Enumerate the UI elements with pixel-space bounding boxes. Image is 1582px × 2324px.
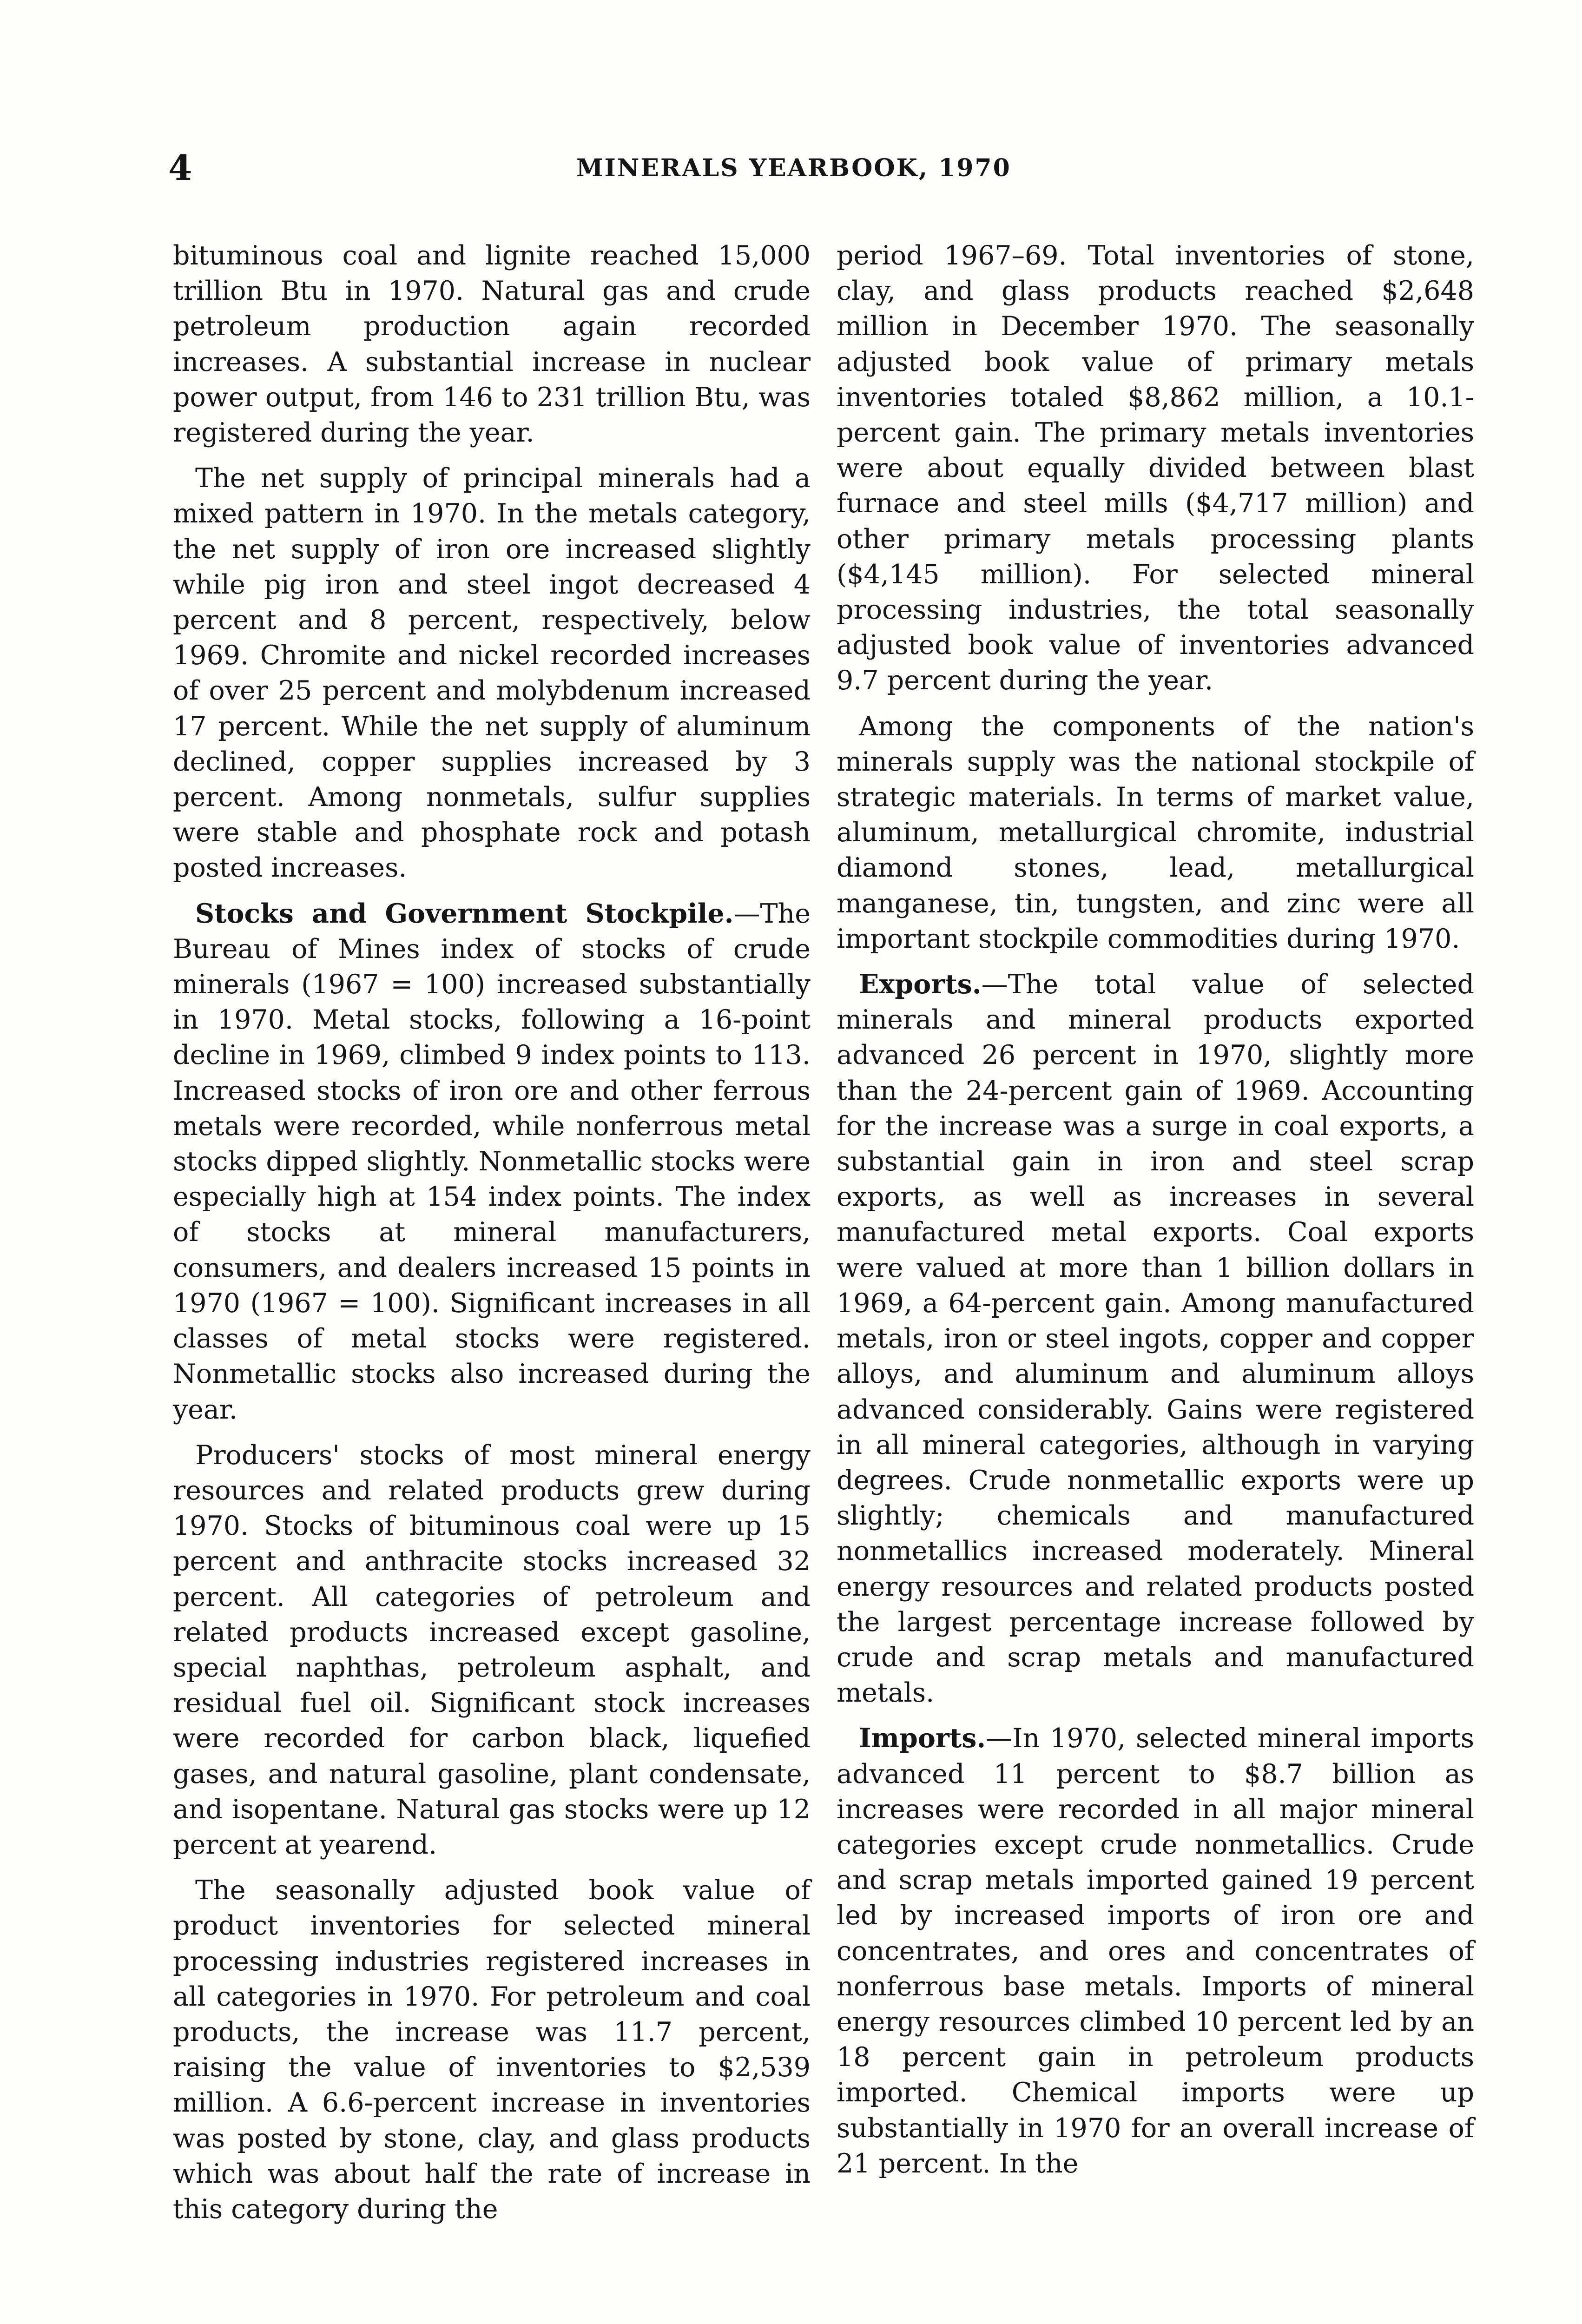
book-title: MINERALS YEARBOOK, 1970 (576, 154, 1011, 182)
section-body-imports: —In 1970, selected mineral imports advanced 11 percent to $8.7 billion as increases were recorded in all major mineral categories except crude nonmetallics. Crude and scrap metals imported gained 19 percent led by increased imports of iron ore and concentrates, and ores and concentrates of nonferrous base metals. Imports of mineral energy resources climbed 10 percent led by an 18 percent gain in petroleum products imported. Chemical imports were up substantially in 1970 for an overall increase of 21 percent. In the (837, 1723, 1474, 2179)
section-heading-exports: Exports. (859, 969, 982, 1000)
paragraph-stockpile: Among the components of the nation's minerals supply was the national stockpile of strategic materials. In terms of market value, aluminum, metallurgical chromite, industrial diamond stones, lead, metallurgical manganese, tin, tungsten, and zinc were all important stockpile commodities during 1970. (837, 711, 1474, 954)
paragraph-net-supply: The net supply of principal minerals had a mixed pattern in 1970. In the metals category, the net supply of iron ore increased slightly while pig iron and steel ingot decreased 4 percent and 8 percent, respectively, below 1969. Chromite and nickel recorded increases of over 25 percent and molybdenum increased 17 percent. While the net supply of aluminum declined, copper supplies increased by 3 percent. Among nonmetals, sulfur supplies were stable and phosphate rock and potash posted increases. (173, 463, 811, 884)
paragraph-stocks (173, 896, 811, 1427)
paragraph-inventories-continued: period 1967–69. Total inventories of stone, clay, and glass products reached $2,648 million in December 1970. The seasonally adjusted book value of primary metals inventories totaled $8,862 million, a 10.1-percent gain. The primary metals inventories were about equally divided between blast furnace and steel mills ($4,717 million) and other primary metals processing plants ($4,145 million). For selected mineral processing industries, the total seasonally adjusted book value of inventories advanced 9.7 percent during the year. (837, 240, 1474, 696)
paragraph-imports (837, 1721, 1474, 2181)
paragraph-producers-stocks: Producers' stocks of most mineral energy resources and related products grew during 1970. Stocks of bituminous coal were up 15 percent and anthracite stocks increased 32 percent. All categories of petroleum and related products increased except gasoline, special naphthas, petroleum asphalt, and residual fuel oil. Significant stock increases were recorded for carbon black, liquefied gases, and natural gasoline, plant condensate, and isopentane. Natural gas stocks were up 12 percent at yearend. (173, 1439, 811, 1860)
right-column (837, 238, 1474, 2192)
left-column (173, 238, 811, 2237)
running-header (0, 150, 1582, 187)
section-body-stocks: —The Bureau of Mines index of stocks of crude minerals (1967 = 100) increased substantially in 1970. Metal stocks, following a 16-point decline in 1969, climbed 9 index points to 113. Increased stocks of iron ore and other ferrous metals were recorded, while nonferrous metal stocks dipped slightly. Nonmetallic stocks were especially high at 154 index points. The index of stocks at mineral manufacturers, consumers, and dealers increased 15 points in 1970 (1967 = 100). Significant increases in all classes of metal stocks were registered. Nonmetallic stocks also increased during the year. (173, 898, 811, 1425)
paragraph-exports (837, 967, 1474, 1710)
section-body-exports: —The total value of selected minerals and mineral products exported advanced 26 percent in 1970, slightly more than the 24-percent gain of 1969. Accounting for the increase was a surge in coal exports, a substantial gain in iron and steel scrap exports, as well as increases in several manufactured metal exports. Coal exports were valued at more than 1 billion dollars in 1969, a 64-percent gain. Among manufactured metals, iron or steel ingots, copper and copper alloys, and aluminum and aluminum alloys advanced considerably. Gains were registered in all mineral categories, although in varying degrees. Crude nonmetallic exports were up slightly; chemicals and manufactured nonmetallics increased moderately. Mineral energy resources and related products posted the largest percentage increase followed by crude and scrap metals and manufactured metals. (837, 969, 1474, 1709)
paragraph-energy-production: bituminous coal and lignite reached 15,000 trillion Btu in 1970. Natural gas and crude petroleum production again recorded increases. A substantial increase in nuclear power output, from 146 to 231 trillion Btu, was registered during the year. (173, 240, 811, 449)
section-heading-stocks: Stocks and Government Stockpile. (195, 898, 734, 929)
section-heading-imports: Imports. (859, 1723, 986, 1754)
page-number: 4 (168, 148, 192, 188)
paragraph-inventories: The seasonally adjusted book value of product inventories for selected mineral processing industries registered increases in all categories in 1970. For petroleum and coal products, the increase was 11.7 percent, raising the value of inventories to $2,539 million. A 6.6-percent increase in inventories was posted by stone, clay, and glass products which was about half the rate of increase in this category during the (173, 1875, 811, 2225)
